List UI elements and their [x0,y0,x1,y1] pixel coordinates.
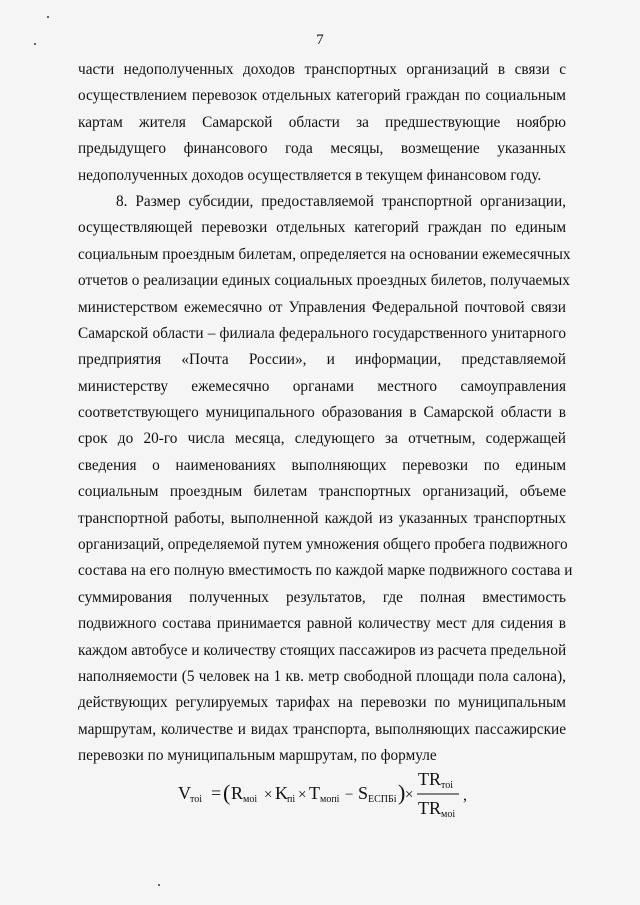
formula-numerator-sub: тоi [441,780,454,791]
formula-times: × [405,787,414,803]
formula-term-t: T [309,783,320,803]
text-line: министерством ежемесячно от Управления Федеральной почтовой связи [78,298,566,316]
text-line: перевозки по муниципальным маршрутам, по формуле [78,747,437,765]
scan-speck [47,16,49,18]
text-line: транспортной работы, выполненной каждой из указанных транспортных [78,509,566,527]
text-line: маршрутам, количестве и видах транспорта, выполняющих пассажирские [78,720,566,738]
formula-term-k: K [275,783,288,803]
text-line: предприятия «Почта России», и информации, представляемой [78,351,566,369]
formula-term-r-sub: моi [243,794,258,805]
page-number: 7 [316,32,324,48]
text-line: сведения о наименованиях выполняющих перевозки по единым [78,456,566,474]
text-line: осуществлением перевозок отдельных категорий граждан по социальным [78,87,566,105]
formula-minus: − [345,787,354,803]
formula-times: × [298,787,307,803]
formula-term-r: R [231,783,244,803]
formula-equals: = [211,783,222,803]
text-line: министерству ежемесячно органами местного самоуправления [78,377,566,395]
formula-times: × [264,787,273,803]
text-line: социальным проездным билетам транспортных организаций, объеме [78,483,566,501]
formula-numerator: TR [418,769,442,789]
text-line: недополученных доходов осуществляется в текущем финансовом году. [78,166,542,184]
text-line: предыдущего финансового года месяцы, возмещение указанных [78,140,566,158]
scan-speck [34,43,36,45]
formula-term-s-sub: ЕСПБi [368,794,397,805]
formula-comma: , [463,787,467,804]
paragraph-1 [78,57,566,189]
text-line: срок до 20-го числа месяца, следующего за отчетным, содержащей [78,430,566,448]
formula-term-t-sub: мопi [320,794,340,805]
text-line: состава на его полную вместимость по каждой марке подвижного состава и [78,562,573,580]
text-line: Самарской области – филиала федерального государственного унитарного [78,324,566,342]
subsidy-formula [178,764,478,822]
body-text [78,57,573,770]
text-line: организаций, определяемой путем умножения общего пробега подвижного [78,536,568,554]
text-line: каждом автобусе и количеству стоящих пассажиров из расчета предельной [78,641,567,659]
text-line: картам жителя Самарской области за предшествующие ноябрю [78,113,566,131]
text-line: отчетов о реализации единых социальных проездных билетов, получаемых [78,272,570,290]
formula-lhs: V [178,783,191,803]
paragraph-2 [78,189,573,770]
text-line: соответствующего муниципального образования в Самарской области в [78,404,566,422]
text-line: суммирования полученных результатов, где полная вместимость [78,588,566,606]
formula-term-k-sub: пi [287,794,296,805]
text-line: действующих регулируемых тарифах на перевозки по муниципальным [78,694,566,712]
text-line: подвижного состава принимается равной количеству мест для сидения в [78,615,566,633]
formula-lhs-sub: тоi [190,794,203,805]
text-line: 8. Размер субсидии, предоставляемой транспортной организации, [116,192,566,210]
scan-speck [158,884,160,886]
formula-denominator-sub: моi [441,809,456,820]
formula-term-s: S [358,783,369,803]
formula-close-paren: ) [398,780,406,805]
text-line: социальным проездным билетам, определяется на основании ежемесячных [78,245,571,263]
formula-open-paren: ( [223,780,231,805]
text-line: осуществляющей перевозки отдельных категорий граждан по единым [78,219,566,237]
formula-denominator: TR [418,798,442,818]
text-line: части недополученных доходов транспортных организаций в связи с [78,61,566,78]
text-line: наполняемости (5 человек на 1 кв. метр свободной площади пола салона), [78,667,566,685]
